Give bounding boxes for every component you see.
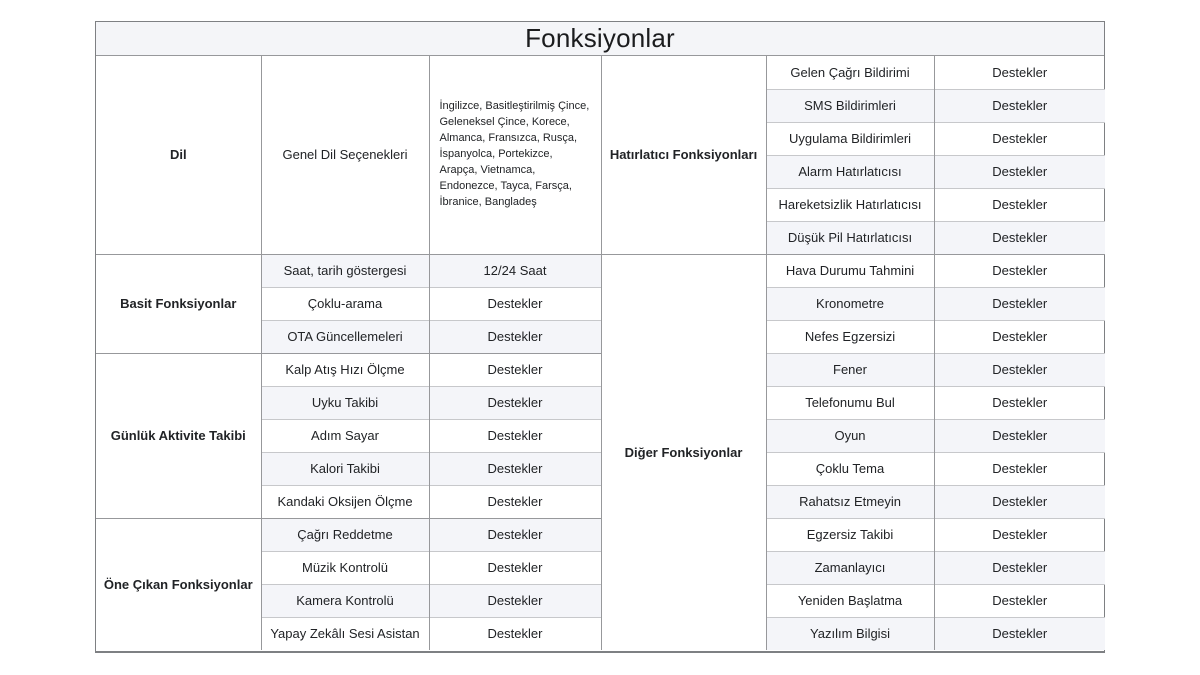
feature-cell: Alarm Hatırlatıcısı <box>766 155 934 188</box>
functions-table <box>96 56 1105 650</box>
value-cell: Destekler <box>934 551 1105 584</box>
feature-cell: Kalp Atış Hızı Ölçme <box>261 353 429 386</box>
feature-cell: Kalori Takibi <box>261 452 429 485</box>
value-cell: Destekler <box>429 551 601 584</box>
feature-cell: Rahatsız Etmeyin <box>766 485 934 518</box>
feature-cell: Çoklu Tema <box>766 452 934 485</box>
value-cell: Destekler <box>429 386 601 419</box>
functions-spec-sheet <box>95 21 1105 653</box>
value-cell: Destekler <box>429 584 601 617</box>
feature-cell: Çağrı Reddetme <box>261 518 429 551</box>
feature-cell: Oyun <box>766 419 934 452</box>
value-cell: Destekler <box>934 287 1105 320</box>
feature-cell: Kronometre <box>766 287 934 320</box>
feature-cell: Hava Durumu Tahmini <box>766 254 934 287</box>
category-cell: Diğer Fonksiyonlar <box>601 254 766 650</box>
feature-cell: Düşük Pil Hatırlatıcısı <box>766 221 934 254</box>
feature-cell: Genel Dil Seçenekleri <box>261 56 429 254</box>
value-cell: Destekler <box>934 56 1105 89</box>
feature-cell: Yeniden Başlatma <box>766 584 934 617</box>
value-cell: Destekler <box>934 419 1105 452</box>
value-cell: Destekler <box>934 617 1105 650</box>
value-cell: Destekler <box>429 419 601 452</box>
value-cell: Destekler <box>429 452 601 485</box>
table-row <box>96 353 1105 386</box>
feature-cell: Çoklu-arama <box>261 287 429 320</box>
table-row <box>96 56 1105 89</box>
feature-cell: Egzersiz Takibi <box>766 518 934 551</box>
feature-cell: Zamanlayıcı <box>766 551 934 584</box>
category-cell: Basit Fonksiyonlar <box>96 254 261 353</box>
page-title: Fonksiyonlar <box>96 22 1104 56</box>
value-cell: Destekler <box>429 353 601 386</box>
value-cell: Destekler <box>429 518 601 551</box>
value-cell: Destekler <box>429 485 601 518</box>
language-list-cell: İngilizce, Basitleştirilmiş Çince, Geleneksel Çince, Korece, Almanca, Fransızca, Rusça, İspanyolca, Portekizce, Arapça, Vietnamca, Endonezce, Tayca, Farsça, İbranice, Bangladeş <box>429 56 601 254</box>
table-row <box>96 254 1105 287</box>
feature-cell: Kamera Kontrolü <box>261 584 429 617</box>
category-cell: Hatırlatıcı Fonksiyonları <box>601 56 766 254</box>
value-cell: Destekler <box>934 320 1105 353</box>
value-cell: Destekler <box>934 353 1105 386</box>
feature-cell: Fener <box>766 353 934 386</box>
value-cell: Destekler <box>934 188 1105 221</box>
category-cell: Öne Çıkan Fonksiyonlar <box>96 518 261 650</box>
value-cell: Destekler <box>934 89 1105 122</box>
value-cell: Destekler <box>429 617 601 650</box>
value-cell: Destekler <box>934 155 1105 188</box>
value-cell: Destekler <box>934 485 1105 518</box>
value-cell: Destekler <box>934 584 1105 617</box>
feature-cell: SMS Bildirimleri <box>766 89 934 122</box>
value-cell: Destekler <box>429 320 601 353</box>
table-row <box>96 518 1105 551</box>
feature-cell: Uygulama Bildirimleri <box>766 122 934 155</box>
feature-cell: Nefes Egzersizi <box>766 320 934 353</box>
value-cell: Destekler <box>429 287 601 320</box>
feature-cell: Telefonumu Bul <box>766 386 934 419</box>
category-cell: Günlük Aktivite Takibi <box>96 353 261 518</box>
value-cell: Destekler <box>934 518 1105 551</box>
feature-cell: Uyku Takibi <box>261 386 429 419</box>
feature-cell: Yazılım Bilgisi <box>766 617 934 650</box>
value-cell: Destekler <box>934 452 1105 485</box>
value-cell: Destekler <box>934 386 1105 419</box>
value-cell: Destekler <box>934 122 1105 155</box>
feature-cell: Kandaki Oksijen Ölçme <box>261 485 429 518</box>
category-cell: Dil <box>169 147 187 163</box>
feature-cell: OTA Güncellemeleri <box>261 320 429 353</box>
value-cell: Destekler <box>934 221 1105 254</box>
feature-cell: Adım Sayar <box>261 419 429 452</box>
value-cell: Destekler <box>934 254 1105 287</box>
feature-cell: Hareketsizlik Hatırlatıcısı <box>766 188 934 221</box>
feature-cell: Yapay Zekâlı Sesi Asistan <box>261 617 429 650</box>
value-cell: 12/24 Saat <box>429 254 601 287</box>
feature-cell: Saat, tarih göstergesi <box>261 254 429 287</box>
feature-cell: Gelen Çağrı Bildirimi <box>766 56 934 89</box>
feature-cell: Müzik Kontrolü <box>261 551 429 584</box>
